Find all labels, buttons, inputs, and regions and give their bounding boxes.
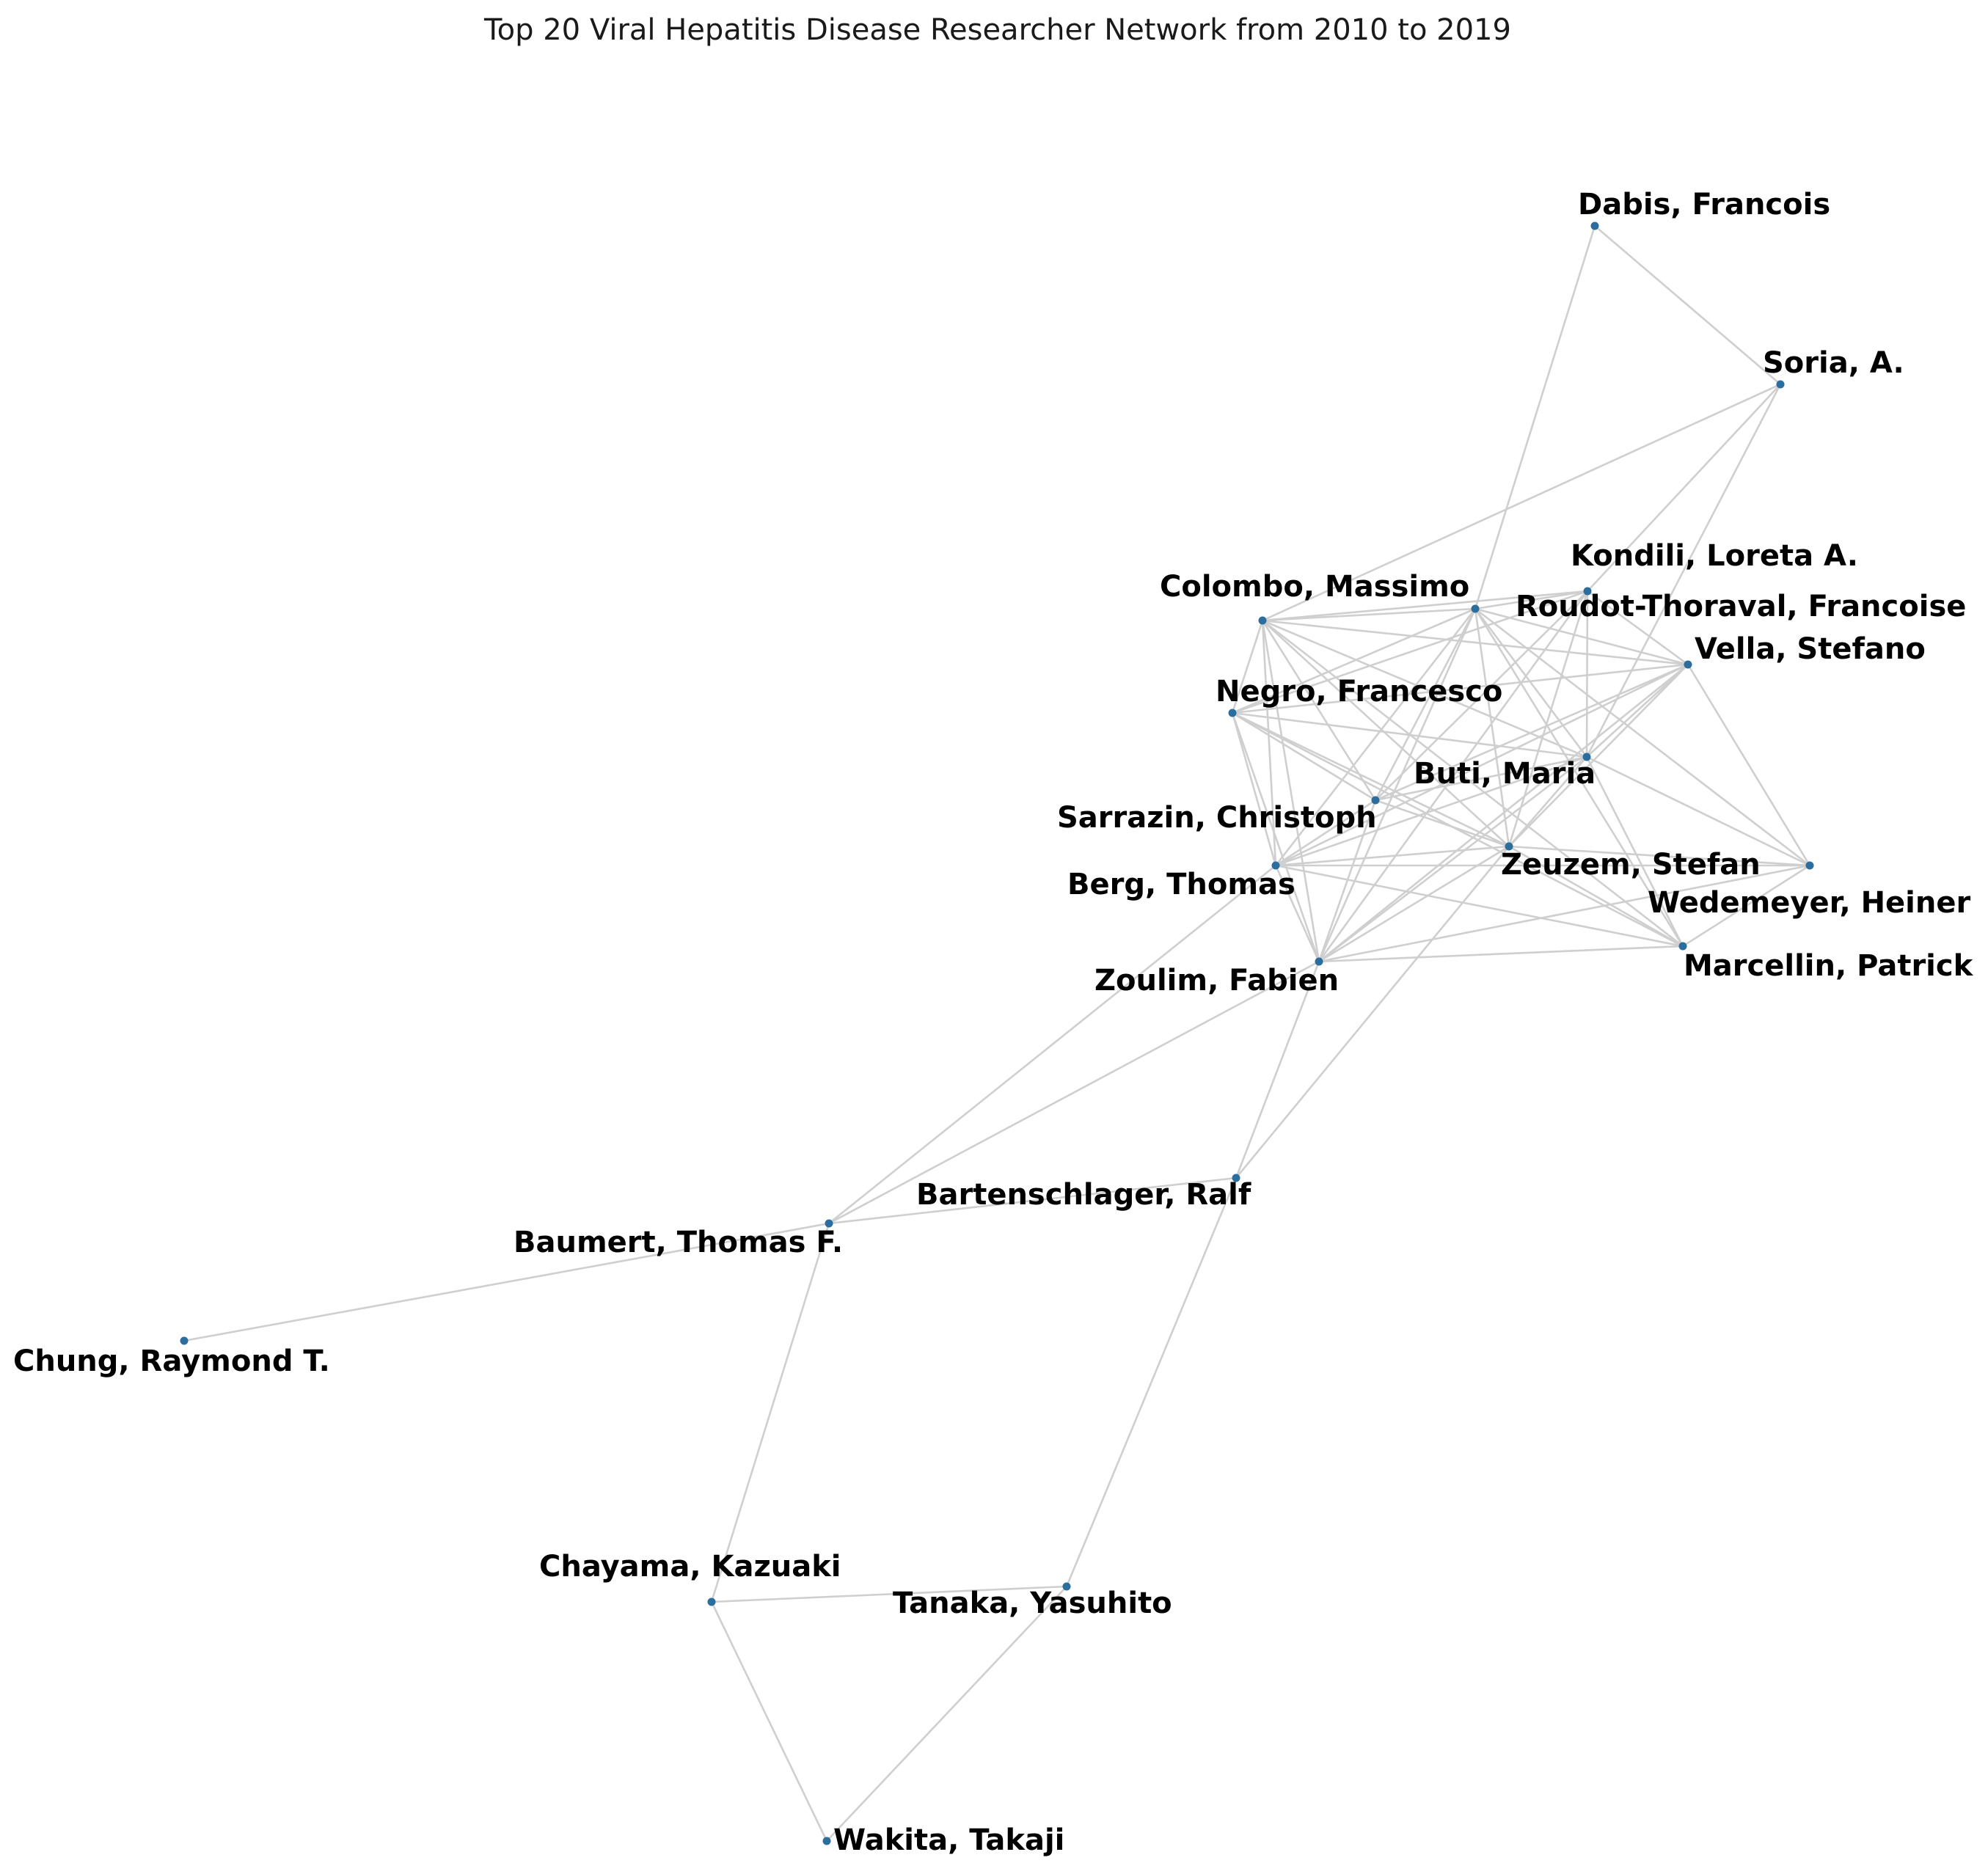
node-chayama [708,1598,716,1606]
node-label-tanaka: Tanaka, Yasuhito [893,1586,1172,1620]
node-label-baumert: Baumert, Thomas F. [514,1226,844,1259]
figure-title: Top 20 Viral Hepatitis Disease Researcher Network from 2010 to 2019 [484,13,1511,47]
node-chung [180,1337,189,1345]
node-label-soria: Soria, A. [1763,346,1904,380]
edge-tanaka-wakita [827,1586,1067,1841]
edge-zeuzem-zoulim [1319,846,1509,962]
node-soria [1777,381,1785,389]
node-vella [1684,661,1692,669]
node-label-chayama: Chayama, Kazuaki [539,1550,841,1584]
edge-marcellin-zoulim [1319,946,1683,962]
node-label-buti: Buti, Maria [1414,757,1596,791]
node-negro [1229,709,1237,717]
node-label-wedemeyer: Wedemeyer, Heiner [1648,886,1971,920]
node-label-marcellin: Marcellin, Patrick [1684,949,1973,983]
node-label-zeuzem: Zeuzem, Stefan [1501,848,1761,882]
edge-chayama-wakita [712,1602,827,1841]
node-label-kondili: Kondili, Loreta A. [1571,539,1858,573]
node-label-colombo: Colombo, Massimo [1160,570,1470,604]
edge-vella-buti [1587,665,1688,757]
label-layer [13,188,1974,1857]
node-label-zoulim: Zoulim, Fabien [1095,964,1340,998]
node-label-negro: Negro, Francesco [1216,675,1503,709]
node-dabis [1591,222,1599,230]
node-wedemeyer [1806,862,1814,870]
node-label-wakita: Wakita, Takaji [833,1823,1065,1857]
node-label-chung: Chung, Raymond T. [13,1344,330,1378]
node-label-bartenschlager: Bartenschlager, Ralf [916,1178,1251,1212]
node-label-sarrazin: Sarrazin, Christoph [1057,801,1377,835]
edge-vella-zeuzem [1509,665,1688,846]
edge-colombo-vella [1262,621,1688,665]
node-label-vella: Vella, Stefano [1695,632,1926,666]
edge-berg-baumert [829,865,1276,1223]
edge-dabis-soria [1595,226,1780,384]
node-wakita [823,1837,831,1845]
node-label-dabis: Dabis, Francois [1578,188,1831,222]
node-label-roudot: Roudot-Thoraval, Francoise [1516,590,1967,623]
node-label-berg: Berg, Thomas [1067,868,1296,901]
node-roudot [1472,605,1480,613]
edge-baumert-chayama [712,1223,829,1602]
node-colombo [1259,617,1267,625]
edge-bartenschlager-tanaka [1067,1178,1236,1586]
